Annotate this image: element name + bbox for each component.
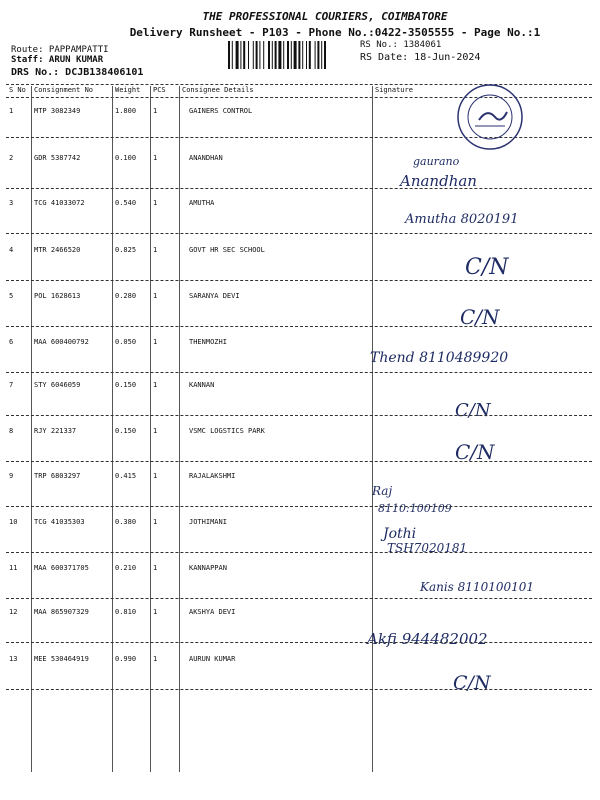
row-separator — [6, 188, 592, 189]
col-weight-header: Weight — [115, 86, 141, 94]
row-pcs: 1 — [153, 427, 158, 435]
row-separator — [6, 598, 592, 599]
row-pcs: 1 — [153, 381, 158, 389]
row-separator — [6, 233, 592, 234]
row-consignment-no: MAA 600400792 — [34, 338, 89, 346]
handwritten-signature: gaurano — [413, 155, 460, 168]
row-consignee: RAJALAKSHMI — [189, 472, 236, 480]
handwritten-signature: C/N — [453, 672, 491, 694]
row-consignee: KANNAPPAN — [189, 564, 227, 572]
handwritten-signature: Thend 8110489920 — [370, 350, 509, 366]
handwritten-signature: C/N — [465, 255, 509, 280]
handwritten-signature: Kanis 8110100101 — [420, 580, 535, 594]
row-sno: 13 — [9, 655, 18, 663]
handwritten-signature: Jothi — [383, 526, 417, 542]
route-label: Route: PAPPAMPATTI — [11, 45, 109, 55]
row-pcs: 1 — [153, 199, 158, 207]
row-weight: 0.210 — [115, 564, 137, 572]
row-consignee: AKSHYA DEVI — [189, 608, 236, 616]
row-consignment-no: TCG 41035303 — [34, 518, 85, 526]
row-consignment-no: MAA 865907329 — [34, 608, 89, 616]
row-consignment-no: GDR 5387742 — [34, 154, 81, 162]
row-pcs: 1 — [153, 655, 158, 663]
row-pcs: 1 — [153, 518, 158, 526]
row-consignment-no: TCG 41033072 — [34, 199, 85, 207]
row-separator — [6, 461, 592, 462]
row-sno: 1 — [9, 107, 14, 115]
row-sno: 5 — [9, 292, 14, 300]
row-separator — [6, 415, 592, 416]
row-consignee: GAINERS CONTROL — [189, 107, 253, 115]
row-consignee: SARANYA DEVI — [189, 292, 240, 300]
row-separator — [6, 372, 592, 373]
handwritten-signature: Akfi 944482002 — [367, 630, 488, 648]
rs-date: RS Date: 18-Jun-2024 — [360, 52, 481, 63]
handwritten-signature: Raj — [372, 484, 393, 498]
courier-stamp — [455, 82, 525, 152]
row-separator — [6, 689, 592, 690]
handwritten-signature: Anandhan — [400, 172, 477, 190]
row-sno: 8 — [9, 427, 14, 435]
row-consignee: ANANDHAN — [189, 154, 223, 162]
row-consignee: KANNAN — [189, 381, 215, 389]
row-sno: 11 — [9, 564, 18, 572]
col-consignment-header: Consignment No — [34, 86, 94, 94]
row-sno: 10 — [9, 518, 18, 526]
row-consignment-no: MTP 3082349 — [34, 107, 81, 115]
row-consignment-no: STY 6046059 — [34, 381, 81, 389]
row-pcs: 1 — [153, 608, 158, 616]
runsheet-title: Delivery Runsheet - P103 - Phone No.:0422-3505555 - Page No.:1 — [129, 26, 541, 39]
row-consignee: AMUTHA — [189, 199, 215, 207]
handwritten-signature: TSH7020181 — [387, 541, 468, 555]
row-weight: 0.100 — [115, 154, 137, 162]
row-sno: 4 — [9, 246, 14, 254]
col-signature-header: Signature — [375, 86, 413, 94]
row-sno: 7 — [9, 381, 14, 389]
row-separator — [6, 552, 592, 553]
row-consignee: GOVT HR SEC SCHOOL — [189, 246, 265, 254]
row-consignee: THENMOZHI — [189, 338, 227, 346]
row-pcs: 1 — [153, 246, 158, 254]
drs-number: DRS No.: DCJB138406101 — [11, 67, 144, 78]
row-weight: 0.050 — [115, 338, 137, 346]
row-separator — [6, 642, 592, 643]
row-sno: 12 — [9, 608, 18, 616]
handwritten-signature: C/N — [455, 440, 495, 464]
row-sno: 6 — [9, 338, 14, 346]
barcode-image — [228, 41, 354, 69]
company-name: THE PROFESSIONAL COURIERS, COIMBATORE — [202, 10, 448, 23]
row-sno: 9 — [9, 472, 14, 480]
row-weight: 0.540 — [115, 199, 137, 207]
row-weight: 0.150 — [115, 427, 137, 435]
handwritten-signature: 8110:100109 — [378, 502, 452, 515]
col-pcs-header: PCS — [153, 86, 166, 94]
row-sno: 2 — [9, 154, 14, 162]
row-consignee: JOTHIMANI — [189, 518, 227, 526]
row-weight: 0.380 — [115, 518, 137, 526]
row-consignment-no: TRP 6803297 — [34, 472, 81, 480]
row-pcs: 1 — [153, 472, 158, 480]
row-consignment-no: MEE 530464919 — [34, 655, 89, 663]
row-consignee: AURUN KUMAR — [189, 655, 236, 663]
staff-label: Staff: ARUN KUMAR — [11, 55, 104, 65]
row-separator — [6, 506, 592, 507]
handwritten-signature: C/N — [455, 400, 491, 421]
row-consignee: VSMC LOGSTICS PARK — [189, 427, 265, 435]
row-weight: 0.825 — [115, 246, 137, 254]
row-pcs: 1 — [153, 564, 158, 572]
row-sno: 3 — [9, 199, 14, 207]
row-pcs: 1 — [153, 107, 158, 115]
row-consignment-no: RJY 221337 — [34, 427, 77, 435]
rs-number: RS No.: 1384061 — [360, 40, 442, 50]
row-weight: 0.810 — [115, 608, 137, 616]
row-separator — [6, 326, 592, 327]
row-pcs: 1 — [153, 292, 158, 300]
row-consignment-no: MTR 2466520 — [34, 246, 81, 254]
row-weight: 0.280 — [115, 292, 137, 300]
row-weight: 0.990 — [115, 655, 137, 663]
row-weight: 1.800 — [115, 107, 137, 115]
row-weight: 0.150 — [115, 381, 137, 389]
row-pcs: 1 — [153, 338, 158, 346]
handwritten-signature: C/N — [460, 305, 500, 329]
row-pcs: 1 — [153, 154, 158, 162]
row-separator — [6, 280, 592, 281]
row-consignment-no: MAA 600371705 — [34, 564, 89, 572]
col-sno-header: S No — [9, 86, 26, 94]
row-weight: 0.415 — [115, 472, 137, 480]
handwritten-signature: Amutha 8020191 — [405, 212, 519, 227]
row-consignment-no: POL 1628613 — [34, 292, 81, 300]
col-consignee-header: Consignee Details — [182, 86, 254, 94]
